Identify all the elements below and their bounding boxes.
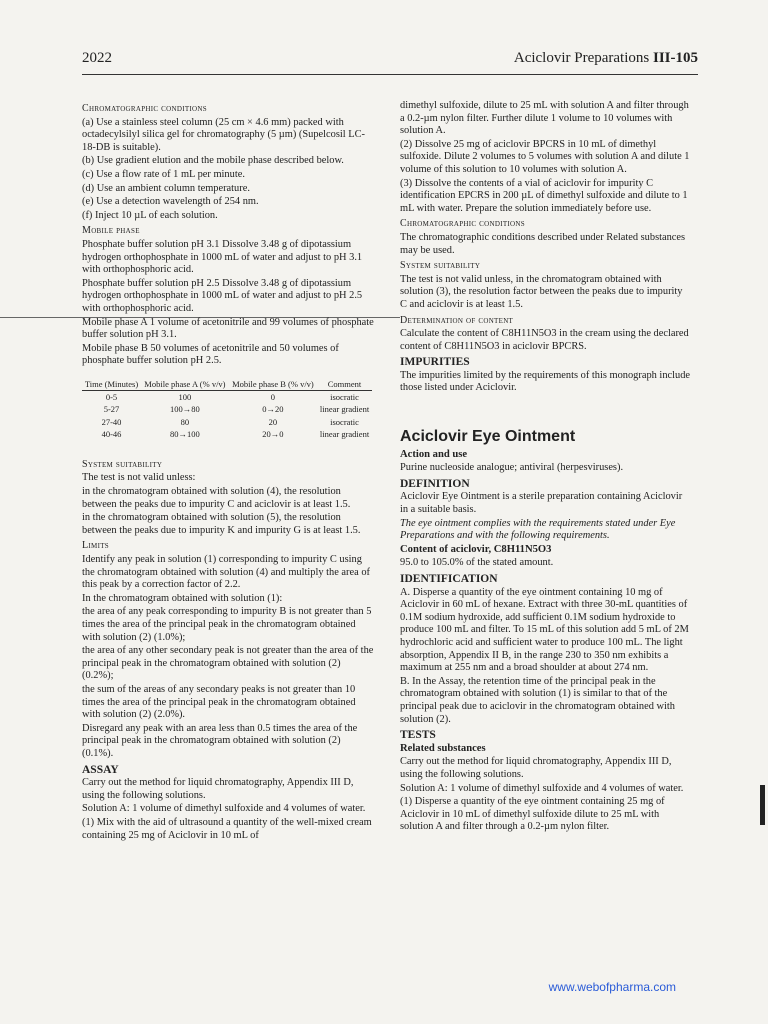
left-column — [82, 100, 374, 843]
limits-item: Disregard any peak with an area less than 0.5 times the area of the principal peak in the chromatogram obtained with solution (2) (0.1%). — [82, 722, 358, 759]
limits-item: the area of any peak corresponding to impurity B is not greater than 5 times the area of the principal peak in the chromatogram obtained with solution (2) (1.0%); — [82, 606, 372, 643]
mobile-phase-item: Mobile phase B 50 volumes of acetonitrile and 50 volumes of phosphate buffer solution pH 2.5. — [82, 342, 339, 367]
table-cell: 0 — [270, 391, 276, 402]
table-cell: 27-40 — [101, 416, 122, 427]
table-cell: 5-27 — [103, 404, 120, 415]
chrom-item: (c) Use a flow rate of 1 mL per minute. — [82, 168, 245, 180]
assay-heading: ASSAY — [82, 763, 119, 776]
scan-edge-mark — [760, 785, 765, 825]
limits-item: In the chromatogram obtained with solution (1): — [82, 592, 283, 604]
table-row — [82, 416, 372, 429]
gradient-table — [82, 378, 372, 441]
mobile-phase-item: Phosphate buffer solution pH 2.5 Dissolve 3.48 g of dipotassium hydrogen orthophosphate in 1000 mL of water and adjust to pH 2.5 with orthophosphoric acid. — [82, 277, 363, 314]
related-item: Solution A: 1 volume of dimethyl sulfoxide and 4 volumes of water. — [400, 782, 684, 794]
table-cell: 20→0 — [262, 429, 284, 440]
table-cell: linear gradient — [319, 429, 370, 440]
chrom-conditions-heading: Chromatographic conditions — [400, 218, 525, 230]
mobile-phase-item: Mobile phase A 1 volume of acetonitrile and 99 volumes of phosphate buffer solution pH 3.1. — [82, 316, 374, 341]
table-row — [82, 428, 372, 441]
table-cell: 80→100 — [170, 429, 200, 440]
suitability-item: The test is not valid unless: — [82, 472, 196, 484]
determination-heading: Determination of content — [400, 314, 514, 326]
definition-note: The eye ointment complies with the requirements stated under Eye Preparations and with the following requirements. — [400, 517, 676, 542]
limits-item: the sum of the areas of any secondary peaks is not greater than 10 times the area of the principal peak in the chromatogram obtained with solution (2) (2.0%). — [82, 683, 356, 721]
system-suitability-heading: System suitability — [400, 260, 481, 272]
definition-text: Aciclovir Eye Ointment is a sterile preparation containing Aciclovir in a suitable basis. — [400, 491, 683, 516]
table-row — [82, 403, 372, 416]
running-title: Aciclovir Preparations — [513, 50, 650, 66]
chrom-item: (a) Use a stainless steel column (25 cm × 4.6 mm) packed with octadecylsilyl silica gel for chromatography (5 µm) (Supelcosil LC-18-DB is suitable). — [82, 116, 365, 153]
chrom-item: (f) Inject 10 µL of each solution. — [82, 209, 218, 221]
running-header — [514, 50, 698, 67]
limits-item: the area of any other secondary peak is not greater than the area of the principal peak in the chromatogram obtained with solution (2) (0.2%); — [82, 645, 374, 682]
determination-text: Calculate the content of C8H11N5O3 in the cream using the declared content of C8H11N5O3 in aciclovir BPCRS. — [400, 328, 689, 352]
suitability-item: in the chromatogram obtained with solution (4), the resolution between the peaks due to impurity C and aciclovir is at least 1.5. — [82, 486, 351, 510]
related-item: (1) Disperse a quantity of the eye ointment containing 25 mg of Aciclovir in 10 mL of dimethyl sulfoxide dilute to 25 mL with solution A and filter through a 0.2-µm nylon filter. — [400, 796, 665, 833]
limits-heading: Limits — [82, 540, 109, 552]
section-code: III-105 — [652, 50, 698, 66]
footer-website-link[interactable]: www.webofpharma.com — [548, 980, 676, 994]
table-header: Mobile phase B (% v/v) — [229, 378, 317, 391]
table-cell: isocratic — [330, 416, 359, 427]
identification-item: B. In the Assay, the retention time of the principal peak in the chromatogram obtained with solution (1) is similar to that of the principal peak due to aciclovir in the chromatogram obtained with solution (2). — [400, 675, 675, 725]
table-cell: linear gradient — [319, 404, 370, 415]
mobile-phase-heading: Mobile phase — [82, 225, 140, 237]
related-substances-heading: Related substances — [400, 742, 486, 754]
related-item: Carry out the method for liquid chromatography, Appendix III D, using the following solutions. — [400, 756, 672, 780]
monograph-title: Aciclovir Eye Ointment — [400, 428, 576, 446]
table-cell: 20 — [268, 416, 278, 427]
table-cell: 40-46 — [101, 429, 122, 440]
chrom-conditions-heading: Chromatographic conditions — [82, 103, 207, 114]
tests-heading: TESTS — [400, 729, 436, 742]
identification-item: A. Disperse a quantity of the eye ointment containing 10 mg of Aciclovir in 60 mL of hexane. Extract with three 30-mL quantities of 0.1M sodium hydroxide, add sufficient 0.1M sodium hydroxide to produce 100 mL and filter. To 15 mL of this solution add 5 mL of 2M hydrochloric acid and sufficient water to produce 100 mL. The light absorption, Appendix II B, in the range 230 to 350 nm exhibits a maximum at 255 nm and a broad shoulder at about 274 nm. — [400, 586, 689, 674]
mobile-phase-item: Phosphate buffer solution pH 3.1 Dissolve 3.48 g of dipotassium hydrogen orthophosphate in 1000 mL of water and adjust to pH 3.1 with orthophosphoric acid. — [82, 238, 363, 276]
page-number: 2022 — [82, 50, 112, 66]
impurities-text: The impurities limited by the requirements of this monograph include those listed under Aciclovir. — [400, 369, 691, 394]
table-header: Comment — [317, 378, 372, 391]
table-cell: 100 — [178, 391, 192, 402]
limits-item: Identify any peak in solution (1) corresponding to impurity C using the chromatogram obtained with solution (4) and multiply the area of this peak by a correction factor of 2.2. — [82, 554, 370, 591]
assay-item: Solution A: 1 volume of dimethyl sulfoxide and 4 volumes of water. — [82, 803, 366, 815]
chrom-item: (d) Use an ambient column temperature. — [82, 182, 250, 194]
right-column — [400, 100, 690, 835]
identification-heading: IDENTIFICATION — [400, 573, 498, 585]
table-header: Time (Minutes) — [82, 378, 141, 391]
system-suitability-text: The test is not valid unless, in the chromatogram obtained with solution (3), the resolution factor between the peaks due to impurity C and aciclovir is at least 1.5. — [400, 273, 683, 310]
assay-item: Carry out the method for liquid chromatography, Appendix III D, using the following solutions. — [82, 777, 354, 801]
action-text: Purine nucleoside analogue; antiviral (herpesviruses). — [400, 462, 624, 474]
table-cell: isocratic — [330, 391, 359, 402]
table-cell: 0→20 — [262, 404, 284, 415]
table-cell: 80 — [180, 416, 190, 427]
table-header-row — [82, 378, 372, 391]
impurities-heading: IMPURITIES — [400, 356, 470, 369]
content-of-text: 95.0 to 105.0% of the stated amount. — [400, 557, 554, 569]
chrom-conditions-text: The chromatographic conditions described under Related substances may be used. — [400, 231, 686, 256]
assay-item: (1) Mix with the aid of ultrasound a quantity of the well-mixed cream containing 25 mg of Aciclovir in 10 mL of — [82, 816, 372, 841]
chrom-item: (b) Use gradient elution and the mobile phase described below. — [82, 155, 344, 167]
assay-continued-item: dimethyl sulfoxide, dilute to 25 mL with solution A and filter through a 0.2-µm nylon filter. Further dilute 1 volume to 10 volumes with solution A. — [400, 100, 689, 137]
system-suitability-heading: System suitability — [82, 458, 163, 470]
table-cell: 0-5 — [105, 391, 118, 402]
header-rule — [82, 74, 698, 75]
assay-continued-item: (2) Dissolve 25 mg of aciclovir BPCRS in 10 mL of dimethyl sulfoxide. Dilute 2 volumes to 5 volumes with solution A and dilute 1 volume of this solution to 10 volumes with solution A. — [400, 138, 690, 175]
definition-heading: DEFINITION — [400, 477, 470, 490]
table-header: Mobile phase A (% v/v) — [141, 378, 229, 391]
chrom-item: (e) Use a detection wavelength of 254 nm. — [82, 196, 259, 208]
suitability-item: in the chromatogram obtained with solution (5), the resolution between the peaks due to impurity K and impurity G is at least 1.5. — [82, 512, 361, 536]
action-heading: Action and use — [400, 448, 468, 460]
assay-continued-item: (3) Dissolve the contents of a vial of aciclovir for impurity C identification EPCRS in 200 µL of dimethyl sulfoxide and dilute to 1 mL with water. Prepare the solution immediately before use. — [400, 177, 688, 214]
table-cell: 100→80 — [170, 404, 200, 415]
table-row — [82, 390, 372, 403]
content-of-heading: Content of aciclovir, C8H11N5O3 — [400, 543, 552, 555]
